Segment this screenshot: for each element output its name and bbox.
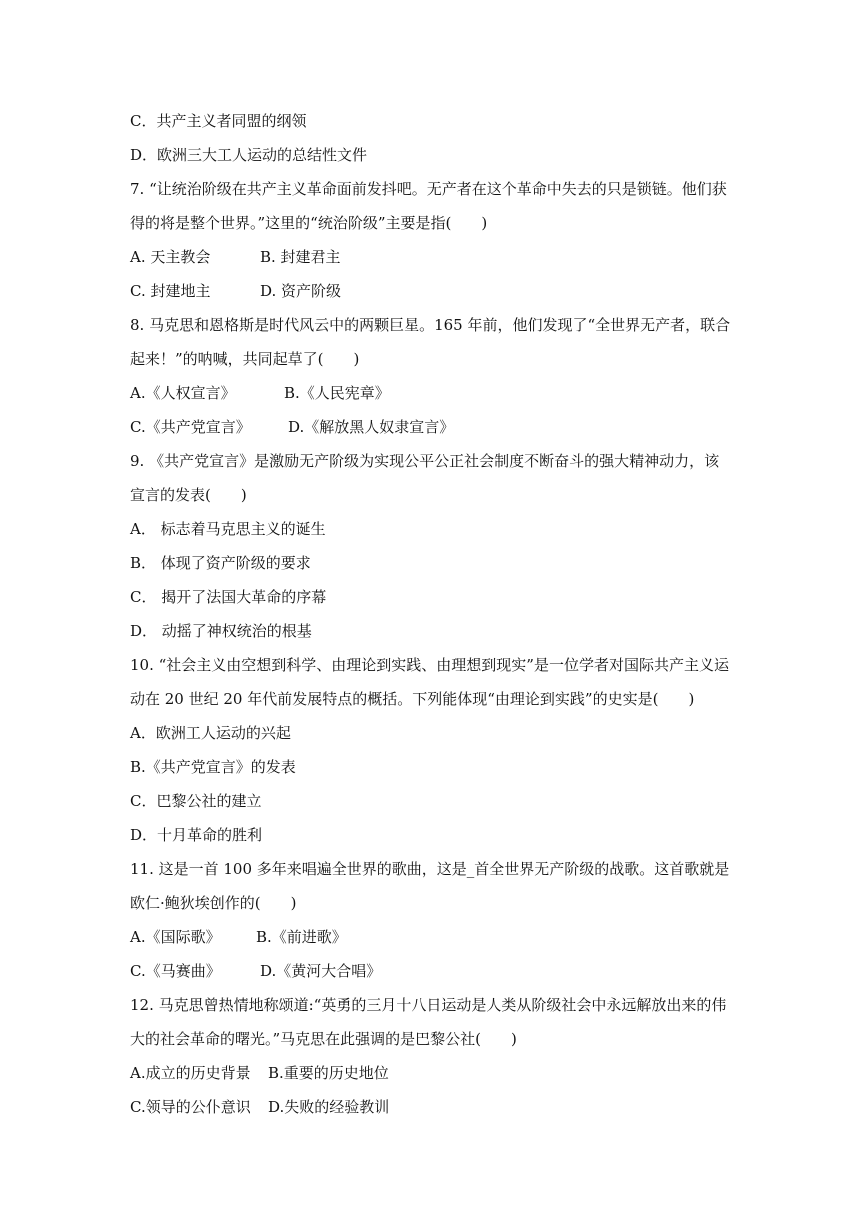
question-8-line-2: 起来！”的呐喊，共同起草了( ) xyxy=(130,350,360,368)
option-line: C．共产主义者同盟的纲领 xyxy=(130,112,307,130)
question-7-line-1: 7. “让统治阶级在共产主义革命面前发抖吧。无产者在这个革命中失去的只是锁链。他们获 xyxy=(130,180,727,198)
option-row xyxy=(130,961,740,981)
option-row xyxy=(130,1097,740,1117)
question-7-line-2: 得的将是整个世界。”这里的“统治阶级”主要是指( ) xyxy=(130,214,488,232)
option-row xyxy=(130,281,740,301)
question-9-line-2: 宣言的发表( ) xyxy=(130,486,247,504)
option-line: D．欧洲三大工人运动的总结性文件 xyxy=(130,146,368,164)
option-b: B.重要的历史地位 xyxy=(268,1064,389,1082)
option-b: B． 体现了资产阶级的要求 xyxy=(130,554,311,572)
option-d: D. 资产阶级 xyxy=(260,282,342,300)
question-10-line-2: 动在 20 世纪 20 年代前发展特点的概括。下列能体现“由理论到实践”的史实是( ) xyxy=(130,690,695,708)
option-row xyxy=(130,1063,740,1083)
option-a: A．欧洲工人运动的兴起 xyxy=(130,724,291,742)
option-c: C.《马赛曲》 xyxy=(130,962,221,980)
option-d: D． 动摇了神权统治的根基 xyxy=(130,622,312,640)
option-c: C.《共产党宣言》 xyxy=(130,418,251,436)
option-b: B.《前进歌》 xyxy=(256,928,347,946)
option-d: D.《黄河大合唱》 xyxy=(260,962,382,980)
option-row xyxy=(130,383,740,403)
option-b: B.《人民宪章》 xyxy=(284,384,390,402)
option-b: B. 封建君主 xyxy=(260,248,341,266)
question-12-line-2: 大的社会革命的曙光。”马克思在此强调的是巴黎公社( ) xyxy=(130,1030,517,1048)
option-a: A.《国际歌》 xyxy=(130,928,221,946)
option-b: B.《共产党宣言》的发表 xyxy=(130,758,296,776)
option-d: D.《解放黑人奴隶宣言》 xyxy=(288,418,455,436)
question-11-line-1: 11. 这是一首 100 多年来唱遍全世界的歌曲，这是_首全世界无产阶级的战歌。这首歌就是 xyxy=(130,860,730,878)
option-d: D．十月革命的胜利 xyxy=(130,826,263,844)
option-c: C．巴黎公社的建立 xyxy=(130,792,262,810)
question-8-line-1: 8. 马克思和恩格斯是时代风云中的两颗巨星。165 年前，他们发现了“全世界无产者，联合 xyxy=(130,316,731,334)
question-10-line-1: 10. “社会主义由空想到科学、由理论到实践、由理想到现实”是一位学者对国际共产主义运 xyxy=(130,656,729,674)
option-a: A.《人权宣言》 xyxy=(130,384,236,402)
option-row xyxy=(130,247,740,267)
question-11-line-2: 欧仁·鲍狄埃创作的( ) xyxy=(130,894,297,912)
option-a: A. 天主教会 xyxy=(130,248,211,266)
question-9-line-1: 9. 《共产党宣言》是激励无产阶级为实现公平公正社会制度不断奋斗的强大精神动力，该 xyxy=(130,452,720,470)
option-d: D.失败的经验教训 xyxy=(268,1098,390,1116)
option-c: C.领导的公仆意识 xyxy=(130,1098,251,1116)
option-c: C． 揭开了法国大革命的序幕 xyxy=(130,588,327,606)
option-c: C. 封建地主 xyxy=(130,282,211,300)
option-row xyxy=(130,927,740,947)
option-a: A.成立的历史背景 xyxy=(130,1064,251,1082)
option-row xyxy=(130,417,740,437)
question-12-line-1: 12. 马克思曾热情地称颂道:“英勇的三月十八日运动是人类从阶级社会中永远解放出来的伟 xyxy=(130,996,727,1014)
option-a: A． 标志着马克思主义的诞生 xyxy=(130,520,326,538)
